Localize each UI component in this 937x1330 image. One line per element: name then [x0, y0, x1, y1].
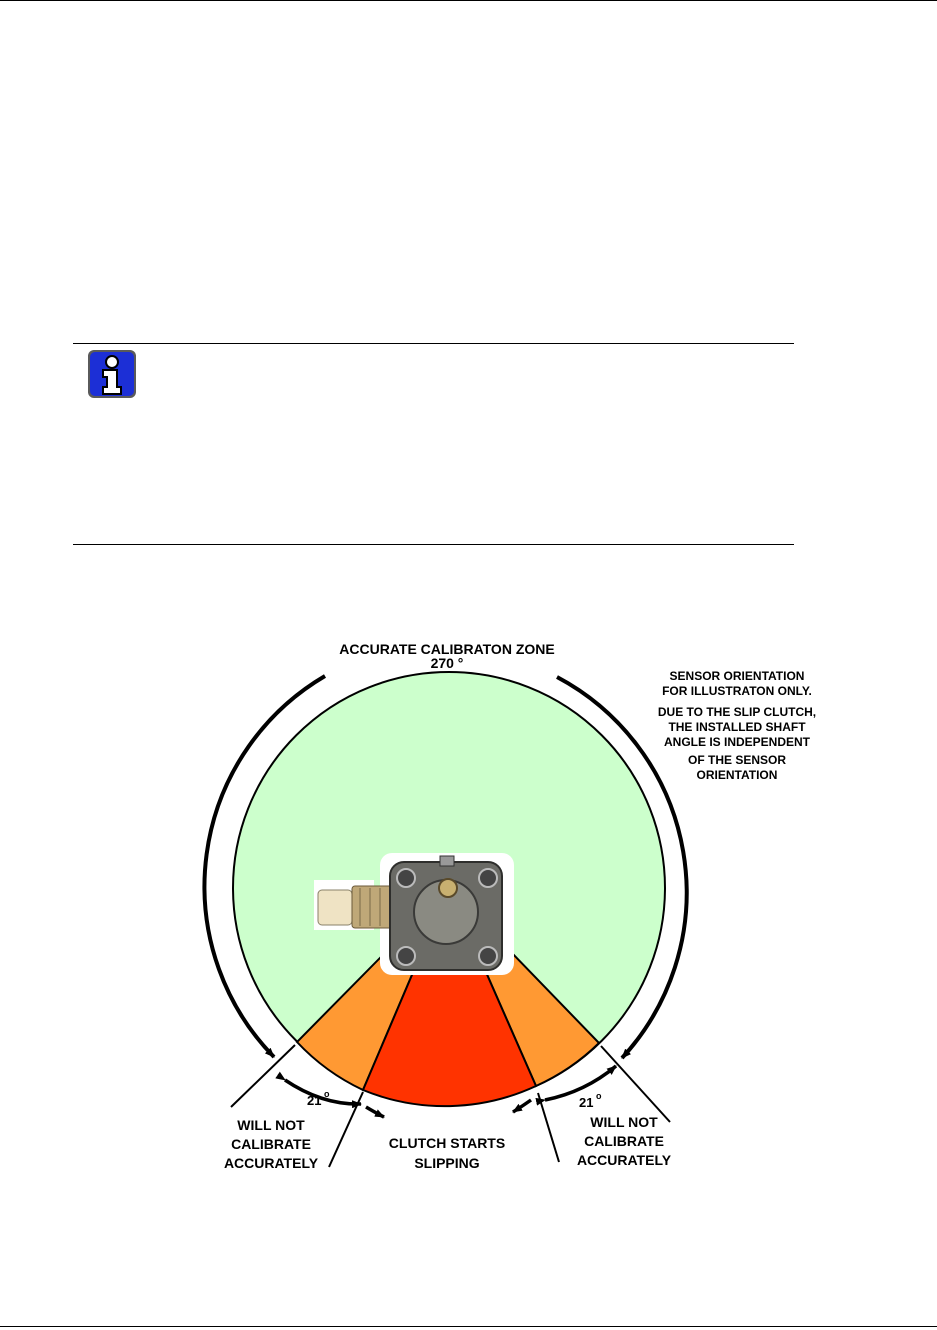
left-label-line: CALIBRATE: [231, 1136, 311, 1152]
center-label-line: CLUTCH STARTS: [388, 1135, 506, 1151]
right-label: [577, 1114, 672, 1168]
right-slip-arrow: [513, 1100, 531, 1112]
orientation-note: [658, 669, 816, 782]
right-boundary-tick: [601, 1046, 670, 1122]
zone-angle: 270 °: [430, 655, 464, 671]
orientation-note-line: FOR ILLUSTRATON ONLY.: [662, 684, 812, 698]
left-angle-degree: o: [324, 1089, 330, 1099]
orientation-note-line: DUE TO THE SLIP CLUTCH,: [657, 705, 817, 719]
right-label-line: CALIBRATE: [584, 1133, 664, 1149]
orientation-note-line: ANGLE IS INDEPENDENT: [663, 735, 811, 749]
left-boundary-tick: [231, 1045, 295, 1107]
center-label: [389, 1135, 505, 1171]
right-angle-degree: o: [596, 1091, 602, 1101]
right-label-line: WILL NOT: [590, 1114, 658, 1130]
orientation-note-line: THE INSTALLED SHAFT: [668, 720, 806, 734]
zone-title: ACCURATE CALIBRATON ZONE: [339, 641, 555, 657]
right-slip-tick: [538, 1093, 559, 1162]
left-angle-value: 21: [307, 1093, 322, 1108]
left-slip-arrow: [366, 1107, 384, 1117]
orientation-note-line: SENSOR ORIENTATION: [669, 669, 805, 683]
center-label-line: SLIPPING: [414, 1155, 480, 1171]
right-label-line: ACCURATELY: [576, 1152, 672, 1168]
left-label-line: ACCURATELY: [223, 1155, 319, 1171]
orientation-note-line: OF THE SENSOR: [687, 753, 787, 767]
left-label-line: WILL NOT: [237, 1117, 305, 1133]
left-label: [224, 1117, 319, 1171]
right-angle-value: 21: [579, 1095, 594, 1110]
orientation-note-line: ORIENTATION: [696, 768, 778, 782]
